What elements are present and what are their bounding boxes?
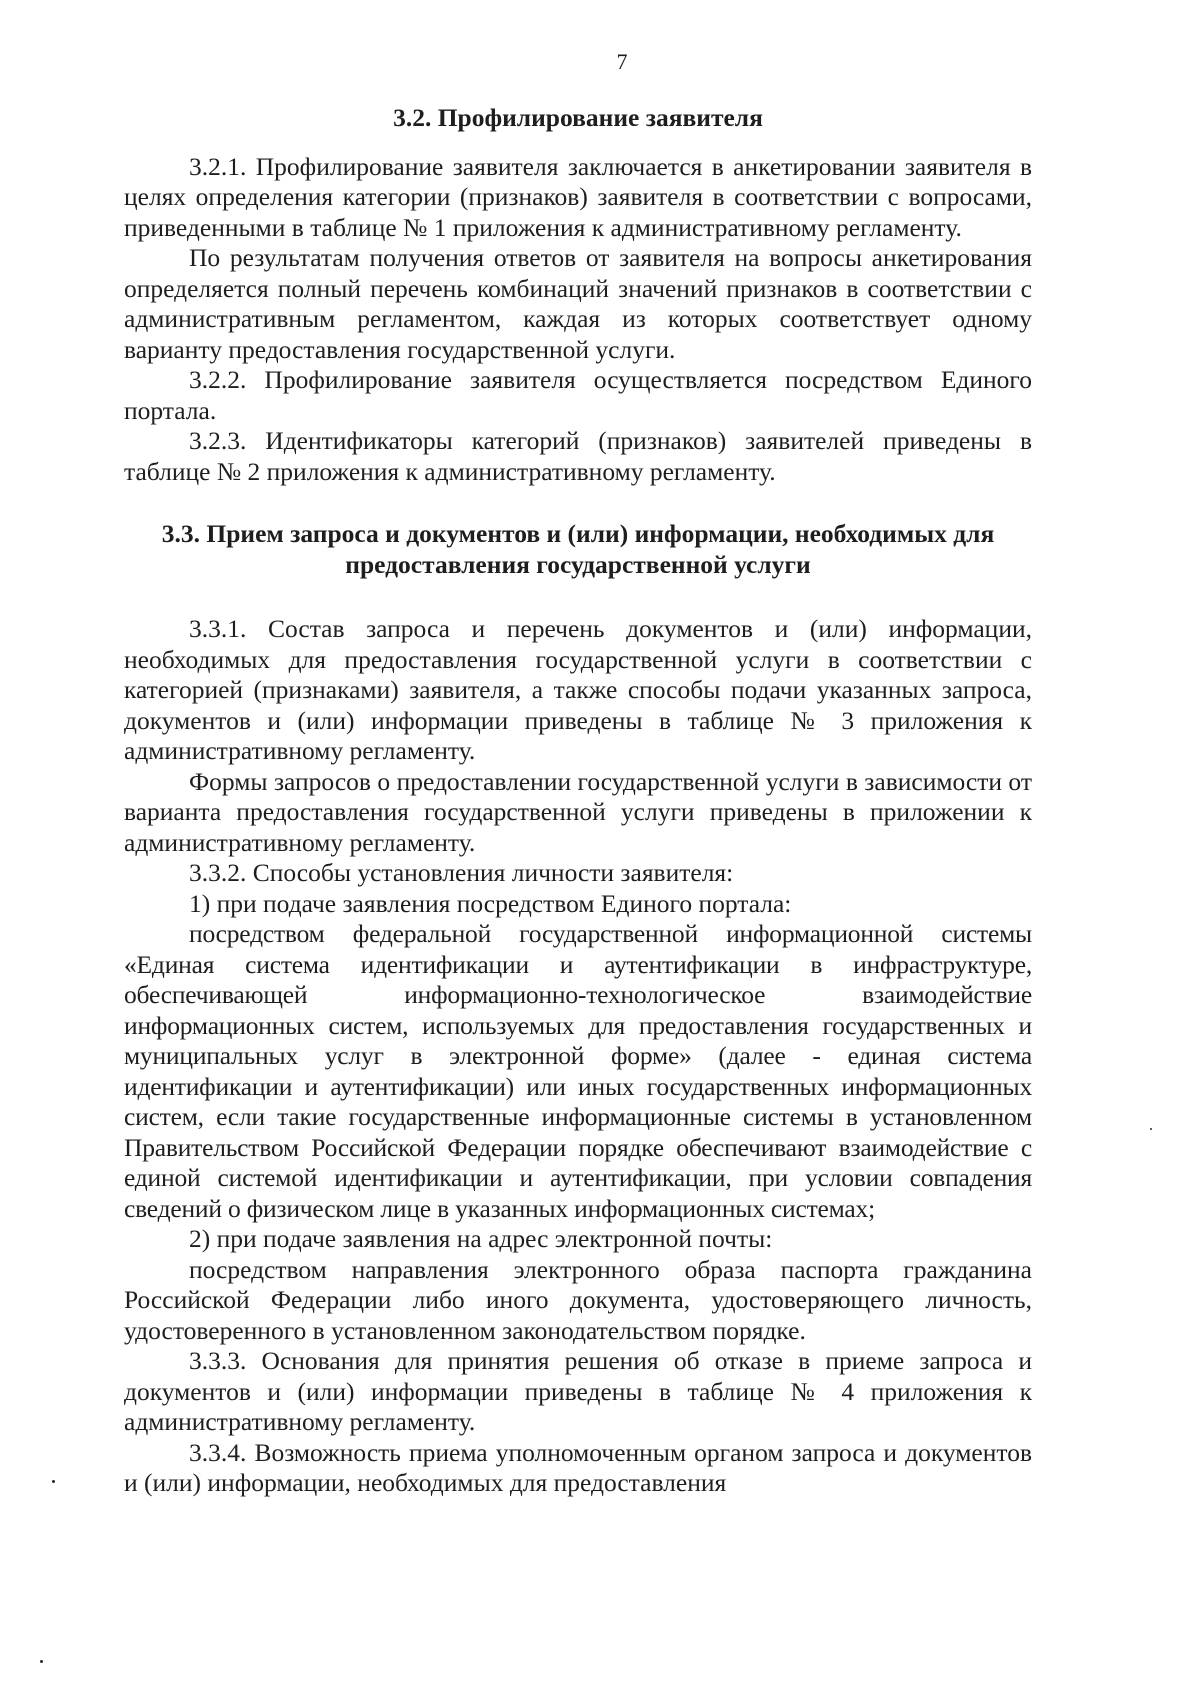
scan-speck bbox=[52, 1480, 55, 1483]
section-heading: 3.3. Прием запроса и документов и (или) информации, необходимых для предоставления государственной услуги bbox=[161, 519, 995, 579]
section-3-2 bbox=[124, 103, 1032, 487]
paragraph-3-2-3: 3.2.3. Идентификаторы категорий (признаков) заявителей приведены в таблице № 2 приложения к административному регламенту. bbox=[124, 426, 1032, 486]
section-3-3 bbox=[124, 519, 1032, 1499]
scan-speck bbox=[40, 1660, 43, 1663]
document-body bbox=[124, 103, 1032, 1499]
paragraph-3-3-2: 3.3.2. Способы установления личности заявителя: bbox=[189, 858, 734, 887]
paragraph-request-forms: Формы запросов о предоставлении государственной услуги в зависимости от варианта предоставления государственной услуги приведены в приложении к административному регламенту. bbox=[124, 766, 1032, 857]
paragraph-3-2-1: 3.2.1. Профилирование заявителя заключается в анкетировании заявителя в целях определения категории (признаков) заявителя в соответствии с вопросами, приведенными в таблице № 1 приложения к административному регламенту. bbox=[124, 151, 1032, 242]
paragraph-item-2: 2) при подаче заявления на адрес электронной почты: bbox=[189, 1224, 773, 1253]
paragraph-3-2-2: 3.2.2. Профилирование заявителя осуществляется посредством Единого портала. bbox=[124, 365, 1032, 425]
page-number: 7 bbox=[616, 49, 628, 74]
paragraph-passport-image: посредством направления электронного образа паспорта гражданина Российской Федерации либо иного документа, удостоверяющего личность, удостоверенного в установленном законодательством порядке. bbox=[124, 1254, 1032, 1345]
paragraph-item-1: 1) при подаче заявления посредством Единого портала: bbox=[189, 888, 792, 918]
paragraph-esia-identification: посредством федеральной государственной информационной системы «Единая система идентификации и аутентификации в инфраструктуре, обеспечивающей информационно-технологическое взаимодействие информационных систем, используемых для предоставления государственных и муниципальных услуг в электронной форме» (далее - единая система идентификации и аутентификации) или иных государственных информационных систем, если такие государственные информационные системы в установленном Правительством Российской Федерации порядке обеспечивают взаимодействие с единой системой идентификации и аутентификации, при условии совпадения сведений о физическом лице в указанных информационных системах; bbox=[124, 919, 1032, 1223]
section-heading: 3.2. Профилирование заявителя bbox=[393, 103, 763, 132]
scan-speck bbox=[1150, 1128, 1152, 1130]
paragraph-survey-results: По результатам получения ответов от заявителя на вопросы анкетирования определяется полный перечень комбинаций значений признаков в соответствии с административным регламентом, каждая из которых соответствует одному варианту предоставления государственной услуги. bbox=[124, 243, 1032, 364]
paragraph-3-3-3: 3.3.3. Основания для принятия решения об отказе в приеме запроса и документов и (или) информации приведены в таблице № 4 приложения к административному регламенту. bbox=[124, 1346, 1032, 1436]
paragraph-3-3-1: 3.3.1. Состав запроса и перечень документов и (или) информации, необходимых для предоставления государственной услуги в соответствии с категорией (признаками) заявителя, а также способы подачи указанных запроса, документов и (или) информации приведены в таблице № 3 приложения к административному регламенту. bbox=[124, 614, 1032, 765]
paragraph-3-3-4: 3.3.4. Возможность приема уполномоченным органом запроса и документов и (или) информации, необходимых для предоставления bbox=[124, 1437, 1032, 1497]
